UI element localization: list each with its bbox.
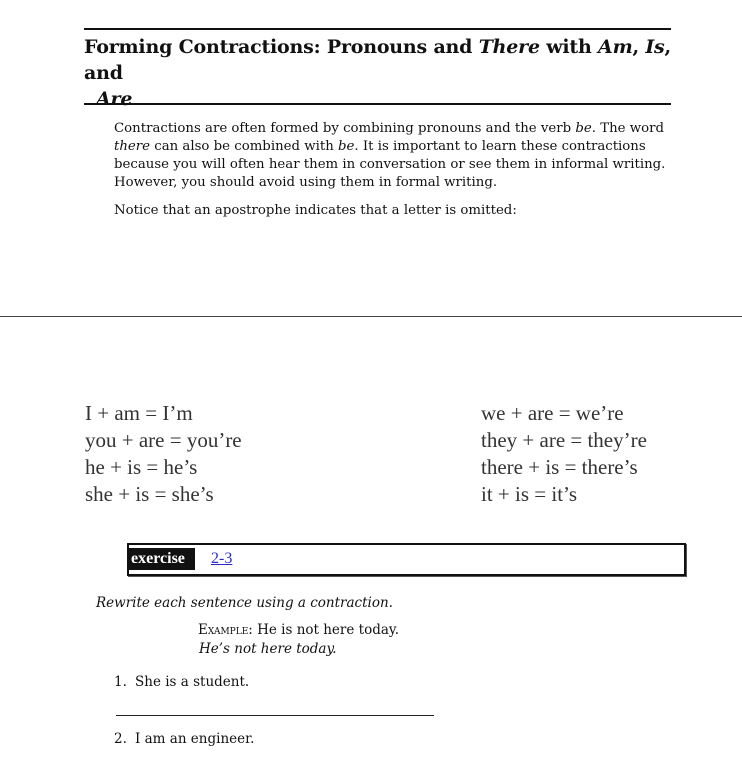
intro-there: there [114,139,151,154]
contraction-pair: she + is = she’s [85,482,214,506]
apostrophe-note: Notice that an apostrophe indicates that a letter is omitted: [114,203,517,218]
heading-are: Are [96,88,133,110]
section-heading [84,34,684,112]
intro-text-c: can also be combined with [150,139,339,154]
intro-text-b: . The word [591,121,665,136]
answer-line[interactable] [116,715,434,716]
heading-rule [84,103,671,105]
exercise-number-link[interactable]: 2-3 [211,550,233,567]
page-divider [0,316,742,317]
contraction-pair: we + are = we’re [481,401,624,425]
exercise-item [114,673,249,691]
exercise-item [114,730,254,748]
contraction-list-left [85,400,242,508]
contraction-pair: there + is = there’s [481,455,638,479]
heading-text-3: , [632,36,646,58]
contraction-pair: it + is = it’s [481,482,578,506]
example-line [198,621,399,639]
item-text: She is a student. [135,674,250,690]
exercise-label: exercise [129,548,195,570]
contraction-pair: they + are = they’re [481,428,647,452]
intro-text [114,120,674,230]
intro-be-2: be [338,139,355,154]
exercise-header [127,543,686,576]
example-sentence: : He is not here today. [248,622,400,638]
heading-text-1: Forming Contractions: Pronouns and [84,36,479,58]
item-number: 2. [114,731,127,747]
item-number: 1. [114,674,127,690]
heading-am: Am [598,36,633,58]
intro-be-1: be [575,121,592,136]
contraction-pair: he + is = he’s [85,455,198,479]
item-text: I am an engineer. [135,731,255,747]
contraction-list-right [481,400,647,508]
example-label: Example [198,622,249,638]
contraction-pair: you + are = you’re [85,428,242,452]
intro-text-a: Contractions are often formed by combining pronouns and the verb [114,121,576,136]
exercise-instruction: Rewrite each sentence using a contraction. [96,595,393,611]
heading-there: There [478,36,540,58]
heading-text-2: with [539,36,599,58]
top-rule [84,28,671,30]
intro-paragraph [114,120,674,192]
intro-text-d: . It is important to learn these contractions because you will often hear them in conversation or see them in informal writing. However, you should avoid using them in formal writing. [114,139,666,190]
heading-text-4: , and [84,36,671,84]
example-answer: He’s not here today. [199,641,337,657]
contraction-pair: I + am = I’m [85,401,193,425]
heading-is: Is [645,36,665,58]
